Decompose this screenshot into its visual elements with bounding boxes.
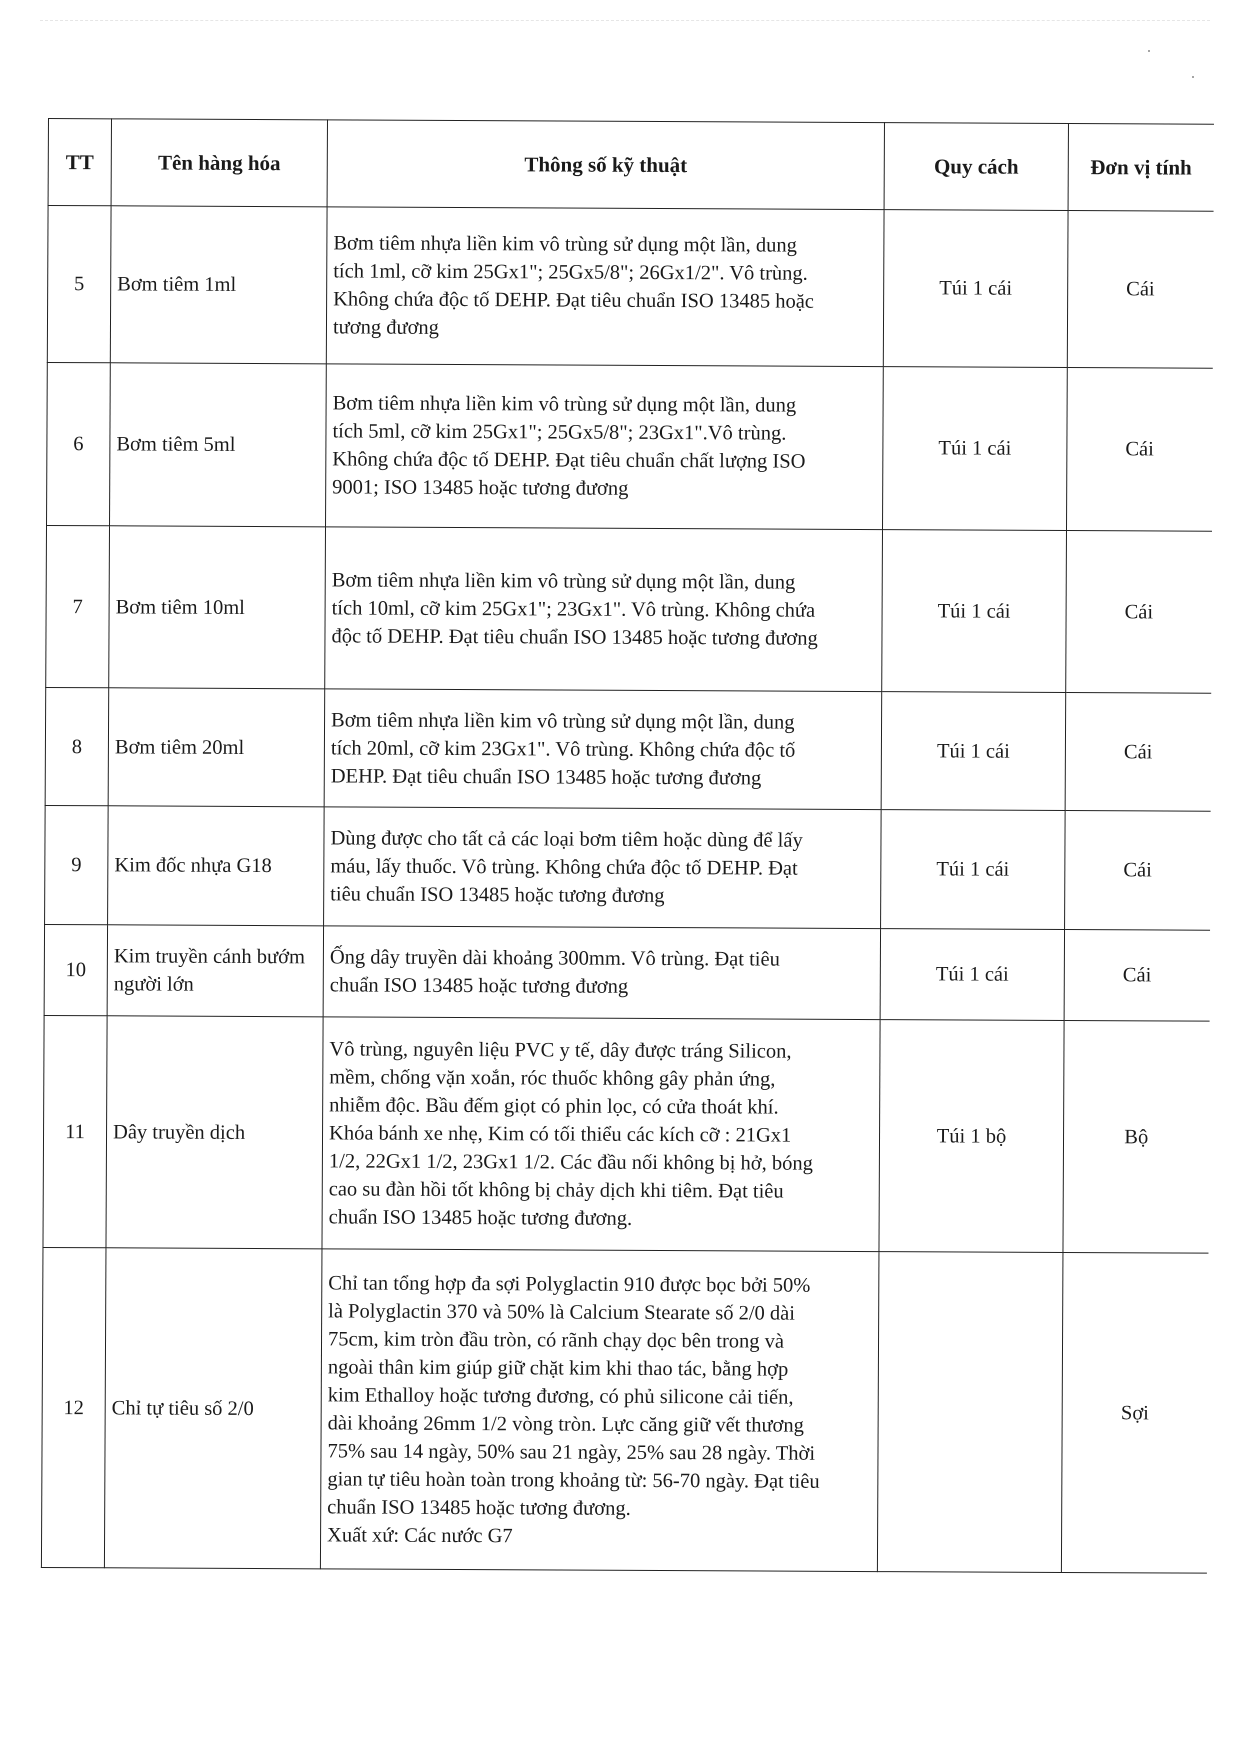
spec-line: Không chứa độc tố DEHP. Đạt tiêu chuẩn ISO 13485 hoặc bbox=[333, 288, 814, 313]
spec-line: tương đương bbox=[332, 316, 440, 339]
scan-speck bbox=[1148, 50, 1150, 52]
spec-line: tích 20ml, cỡ kim 23Gx1". Vô trùng. Không chứa độc tố bbox=[330, 736, 796, 762]
spec-line: tích 10ml, cỡ kim 25Gx1"; 23Gx1". Vô trùng. Không chứa bbox=[331, 596, 816, 622]
table-row bbox=[47, 206, 1213, 369]
spec-line: máu, lấy thuốc. Vô trùng. Không chứa độc tố DEHP. Đạt bbox=[330, 855, 798, 880]
scan-edge-noise bbox=[40, 20, 1210, 21]
cell-tt: 6 bbox=[47, 362, 111, 525]
spec-line: Dùng được cho tất cả các loại bơm tiêm hoặc dùng để lấy bbox=[330, 827, 803, 852]
scan-speck bbox=[1192, 76, 1194, 78]
cell-tt: 10 bbox=[44, 924, 107, 1015]
cell-pack: Túi 1 bộ bbox=[879, 1020, 1064, 1253]
header-unit: Đơn vị tính bbox=[1068, 123, 1213, 211]
table-body bbox=[41, 206, 1213, 1574]
cell-name: Bơm tiêm 20ml bbox=[108, 688, 325, 807]
cell-unit: Bộ bbox=[1063, 1020, 1209, 1253]
cell-pack: Túi 1 cái bbox=[882, 367, 1067, 531]
spec-line: 9001; ISO 13485 hoặc tương đương bbox=[332, 476, 629, 500]
spec-line: chuẩn ISO 13485 hoặc tương đương. bbox=[327, 1495, 631, 1520]
spec-line: Bơm tiêm nhựa liền kim vô trùng sử dụng một lần, dung bbox=[333, 232, 797, 257]
cell-unit: Cái bbox=[1065, 810, 1211, 930]
spec-line: 1/2, 22Gx1 1/2, 23Gx1 1/2. Các đầu nối không bị hở, bóng bbox=[328, 1149, 813, 1175]
spec-line: cao su đàn hồi tốt không bị chảy dịch khi tiêm. Đạt tiêu bbox=[328, 1177, 784, 1203]
spec-line: 75% sau 14 ngày, 50% sau 21 ngày, 25% sau 28 ngày. Thời bbox=[327, 1439, 816, 1465]
cell-name: Bơm tiêm 10ml bbox=[109, 526, 326, 689]
spec-line: Bơm tiêm nhựa liền kim vô trùng sử dụng một lần, dung bbox=[331, 568, 796, 594]
spec-line: Khóa bánh xe nhẹ, Kim có tối thiểu các kích cỡ : 21Gx1 bbox=[328, 1121, 792, 1147]
cell-spec bbox=[320, 1249, 879, 1572]
cell-pack: Túi 1 cái bbox=[883, 210, 1068, 368]
cell-pack: Túi 1 cái bbox=[881, 810, 1066, 930]
cell-spec bbox=[325, 527, 883, 692]
cell-name: Chỉ tự tiêu số 2/0 bbox=[104, 1248, 322, 1569]
spec-line: Ống dây truyền dài khoảng 300mm. Vô trùng. Đạt tiêu bbox=[329, 946, 780, 971]
spec-line: 75cm, kim tròn đầu tròn, có rãnh chạy dọc bên trong và bbox=[327, 1327, 785, 1353]
cell-name: Kim truyền cánh bướm người lớn bbox=[107, 925, 323, 1017]
cell-pack: Túi 1 cái bbox=[881, 692, 1066, 811]
spec-line: kim Ethalloy hoặc tương đương, có phủ silicone cải tiến, bbox=[327, 1383, 794, 1409]
spec-line: tích 5ml, cỡ kim 25Gx1"; 25Gx5/8"; 23Gx1".Vô trùng. bbox=[332, 420, 787, 445]
cell-name: Kim đốc nhựa G18 bbox=[108, 806, 325, 926]
spec-line: là Polyglactin 370 và 50% là Calcium Stearate số 2/0 dài bbox=[328, 1299, 796, 1325]
header-tt: TT bbox=[48, 119, 111, 206]
spec-line: Bơm tiêm nhựa liền kim vô trùng sử dụng một lần, dung bbox=[332, 392, 797, 417]
spec-line: Xuất xứ: Các nước G7 bbox=[327, 1523, 513, 1547]
cell-unit: Cái bbox=[1064, 929, 1209, 1021]
table-row bbox=[45, 805, 1211, 930]
table-row bbox=[44, 924, 1209, 1021]
cell-tt: 12 bbox=[41, 1247, 106, 1567]
cell-pack: Túi 1 cái bbox=[880, 929, 1064, 1021]
cell-spec bbox=[324, 807, 882, 929]
table-row bbox=[47, 362, 1213, 531]
cell-unit: Cái bbox=[1067, 210, 1213, 368]
spec-line: chuẩn ISO 13485 hoặc tương đương bbox=[329, 974, 629, 998]
cell-tt: 11 bbox=[43, 1015, 107, 1247]
cell-tt: 5 bbox=[47, 206, 111, 363]
spec-line: Không chứa độc tố DEHP. Đạt tiêu chuẩn chất lượng ISO bbox=[332, 448, 806, 473]
cell-spec bbox=[323, 926, 880, 1020]
spec-line: Vô trùng, nguyên liệu PVC y tế, dây được tráng Silicon, bbox=[329, 1037, 792, 1063]
spec-line: DEHP. Đạt tiêu chuẩn ISO 13485 hoặc tương đương bbox=[330, 764, 762, 789]
cell-tt: 8 bbox=[45, 687, 109, 805]
spec-line: chuẩn ISO 13485 hoặc tương đương. bbox=[328, 1205, 633, 1230]
spec-line: Bơm tiêm nhựa liền kim vô trùng sử dụng một lần, dung bbox=[331, 708, 795, 734]
cell-unit: Cái bbox=[1066, 367, 1212, 531]
spec-line: mềm, chống vặn xoắn, róc thuốc không gây phản ứng, bbox=[329, 1065, 776, 1091]
spec-line: độc tố DEHP. Đạt tiêu chuẩn ISO 13485 hoặc tương đương bbox=[331, 624, 818, 650]
spec-line: Chỉ tan tổng hợp đa sợi Polyglactin 910 được bọc bởi 50% bbox=[328, 1271, 811, 1297]
header-pack: Quy cách bbox=[884, 123, 1068, 211]
table-header-row bbox=[48, 119, 1213, 212]
cell-unit: Cái bbox=[1066, 530, 1212, 693]
cell-spec bbox=[326, 364, 884, 530]
spec-line: tiêu chuẩn ISO 13485 hoặc tương đương bbox=[330, 883, 665, 908]
spec-line: tích 1ml, cỡ kim 25Gx1"; 25Gx5/8"; 26Gx1/2". Vô trùng. bbox=[333, 260, 808, 285]
cell-unit: Cái bbox=[1065, 692, 1211, 811]
table-row bbox=[45, 687, 1211, 811]
header-spec: Thông số kỹ thuật bbox=[327, 120, 884, 210]
header-name: Tên hàng hóa bbox=[111, 119, 327, 207]
cell-tt: 7 bbox=[46, 525, 110, 687]
table-row bbox=[41, 1247, 1208, 1573]
cell-spec bbox=[322, 1017, 880, 1252]
table-row bbox=[46, 525, 1212, 693]
cell-unit: Sợi bbox=[1061, 1252, 1208, 1573]
cell-spec bbox=[324, 689, 882, 810]
cell-name: Dây truyền dịch bbox=[106, 1016, 323, 1249]
spec-line: ngoài thân kim giúp giữ chặt kim khi thao tác, bằng hợp bbox=[327, 1355, 789, 1381]
cell-name: Bơm tiêm 1ml bbox=[110, 206, 327, 364]
cell-pack bbox=[877, 1252, 1063, 1573]
cell-pack: Túi 1 cái bbox=[882, 530, 1067, 693]
cell-tt: 9 bbox=[45, 805, 109, 924]
spec-line: gian tự tiêu hoàn toàn trong khoảng từ: 56-70 ngày. Đạt tiêu bbox=[327, 1467, 820, 1493]
product-spec-table bbox=[41, 118, 1214, 1574]
cell-name: Bơm tiêm 5ml bbox=[110, 363, 327, 527]
spec-line: nhiễm độc. Bầu đếm giọt có phin lọc, có cửa thoát khí. bbox=[329, 1093, 779, 1119]
cell-spec bbox=[326, 207, 884, 367]
table-row bbox=[43, 1015, 1209, 1253]
spec-line: dài khoảng 26mm 1/2 vòng tròn. Lực căng giữ vết thương bbox=[327, 1411, 804, 1437]
